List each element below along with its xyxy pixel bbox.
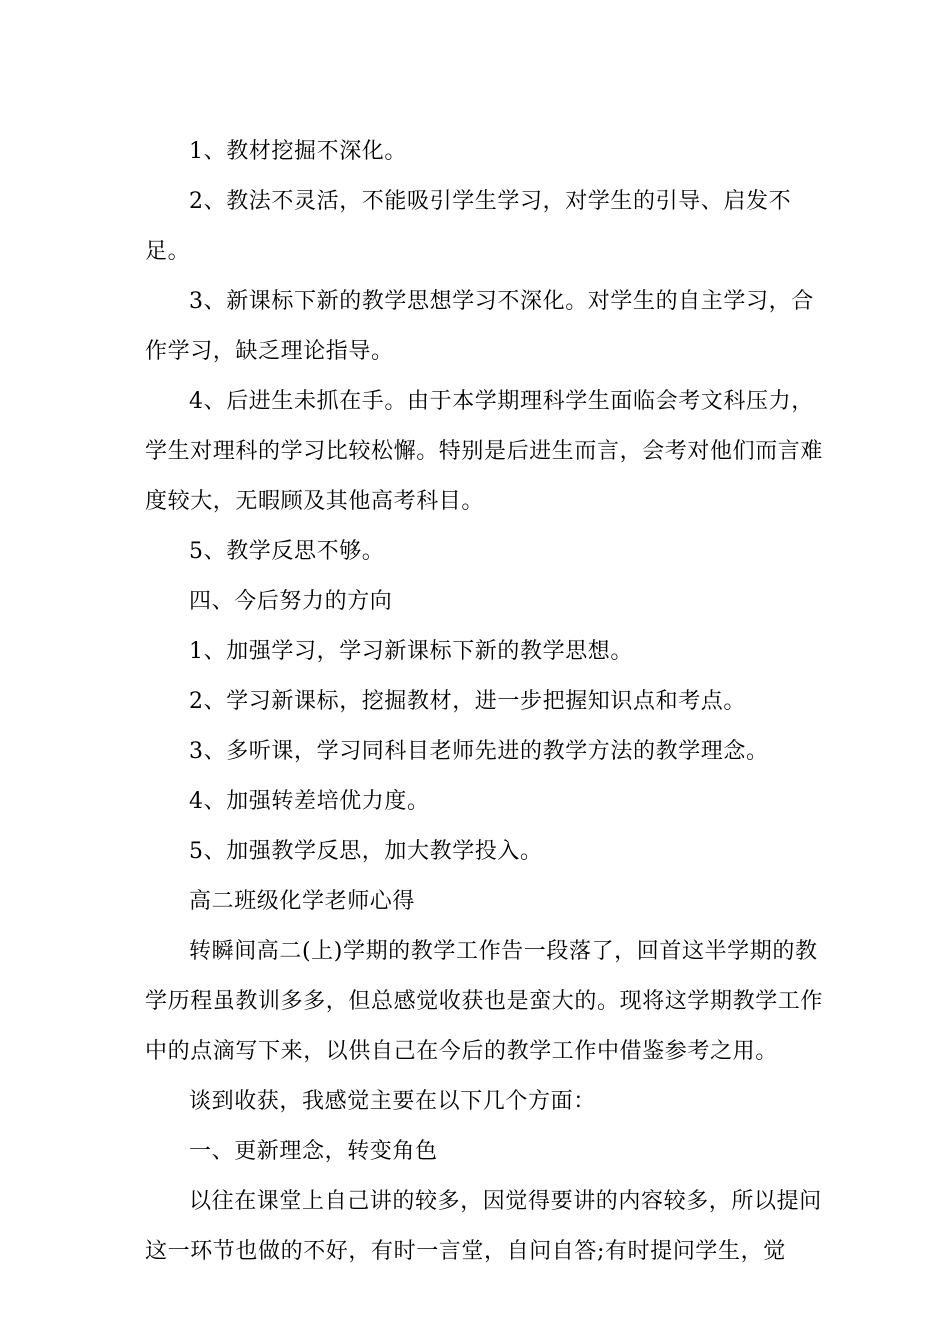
paragraph: 3、多听课，学习同科目老师先进的教学方法的教学理念。: [189, 739, 769, 764]
paragraph: 以往在课堂上自己讲的较多，因觉得要讲的内容较多，所以提问这一环节也做的不好，有时一言堂，自问自答;有时提问学生，觉: [145, 1189, 822, 1264]
paragraph: 2、学习新课标，挖掘教材，进一步把握知识点和考点。: [189, 689, 746, 714]
paragraph: 3、新课标下新的教学思想学习不深化。对学生的自主学习，合作学习，缺乏理论指导。: [145, 289, 814, 364]
paragraph: 4、加强转差培优力度。: [189, 789, 430, 814]
paragraph: 2、教法不灵活，不能吸引学生学习，对学生的引导、启发不足。: [145, 189, 792, 264]
section-heading: 一、更新理念，转变角色: [189, 1139, 438, 1164]
article-title: 高二班级化学老师心得: [189, 889, 416, 914]
document-body: [145, 127, 825, 1277]
paragraph: 1、加强学习，学习新课标下新的教学思想。: [189, 639, 633, 664]
paragraph: 5、加强教学反思，加大教学投入。: [189, 839, 543, 864]
paragraph: 1、教材挖掘不深化。: [189, 139, 407, 164]
paragraph: 转瞬间高二(上)学期的教学工作告一段落了，回首这半学期的教学历程虽教训多多，但总感觉收获也是蛮大的。现将这学期教学工作中的点滴写下来，以供自己在今后的教学工作中借鉴参考之用。: [145, 939, 824, 1064]
paragraph: 谈到收获，我感觉主要在以下几个方面：: [189, 1089, 596, 1114]
paragraph: 5、教学反思不够。: [189, 539, 385, 564]
paragraph: 4、后进生未抓在手。由于本学期理科学生面临会考文科压力，学生对理科的学习比较松懈。特别是后进生而言，会考对他们而言难度较大，无暇顾及其他高考科目。: [145, 389, 824, 514]
section-heading: 四、今后努力的方向: [189, 589, 393, 614]
